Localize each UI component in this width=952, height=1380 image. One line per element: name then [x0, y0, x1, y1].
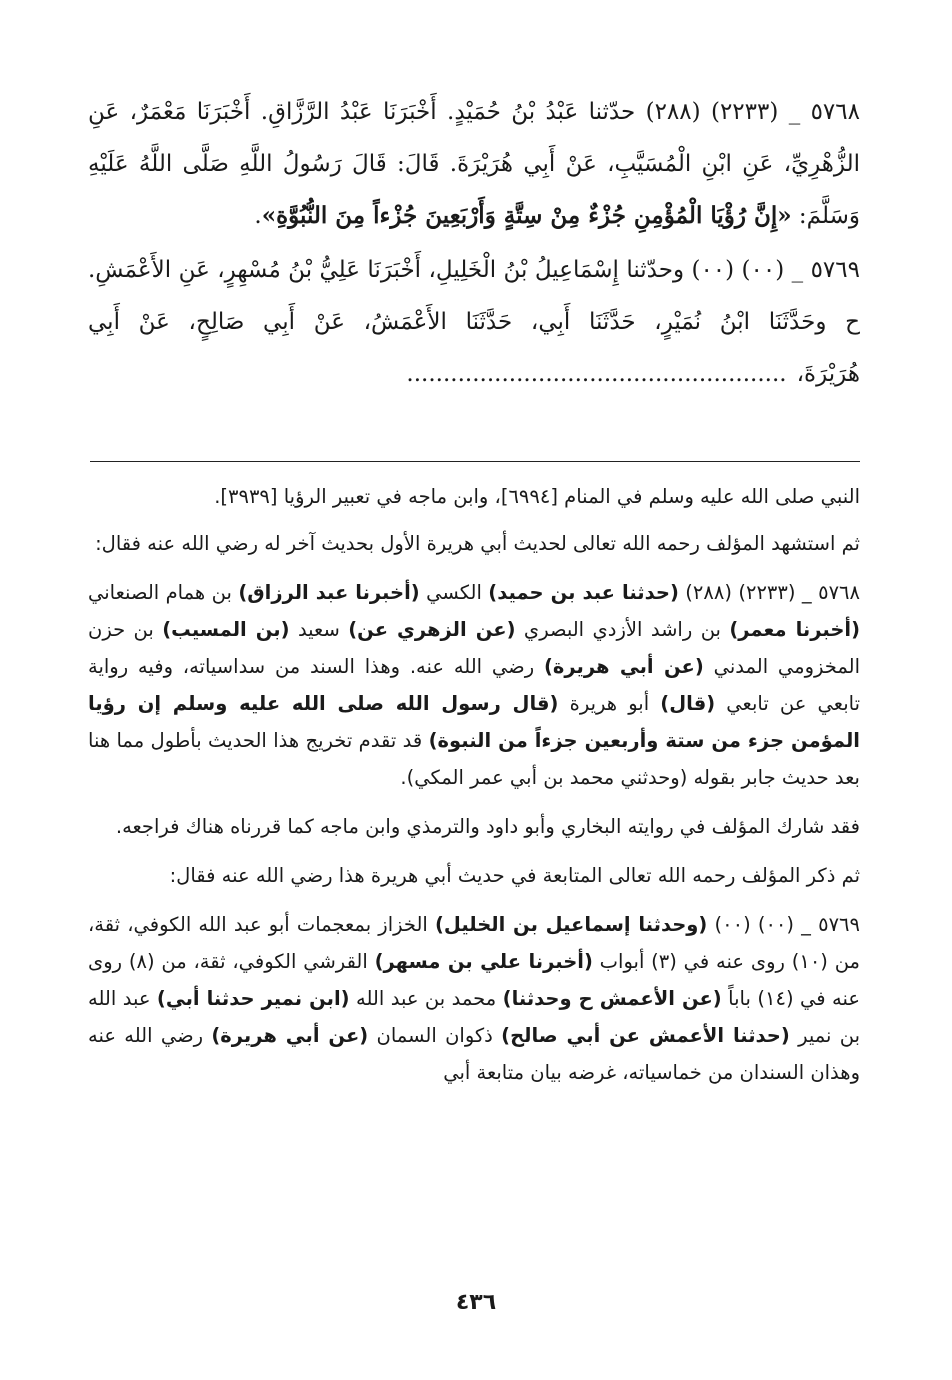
- commentary-bold: (حدثنا الأعمش عن أبي صالح): [501, 1024, 790, 1047]
- commentary-text: رضي الله عنه. وهذا السند من سداسياته، وفيه رواية تابعي عن تابعي: [88, 655, 860, 715]
- commentary-paragraph: فقد شارك المؤلف في روايته البخاري وأبو داود والترمذي وابن ماجه كما قررناه هناك فراجعه.: [115, 815, 860, 838]
- commentary-text: أبو هريرة: [558, 692, 661, 715]
- commentary-hadith-5769: [88, 906, 860, 1091]
- commentary-text: سعيد: [289, 618, 349, 641]
- commentary-bold: (أخبرنا معمر): [729, 618, 860, 641]
- commentary-bold: (بن المسيب): [162, 618, 290, 641]
- commentary-text: ٥٧٦٩ _ (٠٠) (٠٠): [707, 913, 860, 936]
- hadith-5768-end: .: [254, 203, 262, 229]
- commentary-bold: (أخبرنا علي بن مسهر): [374, 950, 593, 973]
- commentary-bold: (وحدثنا إسماعيل بن الخليل): [435, 913, 708, 936]
- commentary-bold: (عن الزهري عن): [348, 618, 516, 641]
- commentary-paragraph: ثم استشهد المؤلف رحمه الله تعالى لحديث أبي هريرة الأول بحديث آخر له رضي الله عنه فقال:: [95, 532, 860, 555]
- hadith-5768: [88, 86, 860, 242]
- commentary-paragraph: ثم ذكر المؤلف رحمه الله تعالى المتابعة في حديث أبي هريرة هذا رضي الله عنه فقال:: [169, 864, 860, 887]
- hadith-5768-matn: «إِنَّ رُؤْيَا الْمُؤْمِنِ جُزْءٌ مِنْ سِتَّةٍ وَأَرْبَعِينَ جُزْءاً مِنَ النُّبُوَّةِ»: [261, 202, 792, 229]
- commentary-bold: (حدثنا عبد بن حميد): [488, 581, 679, 604]
- commentary-bold: (أخبرنا عبد الرزاق): [238, 581, 420, 604]
- commentary-text: عبد الله بن نمير: [88, 987, 860, 1047]
- commentary-text: قد تقدم تخريج هذا الحديث بأطول مما هنا بعد حديث جابر بقوله (وحدثني محمد بن أبي عمر المكي).: [88, 729, 860, 789]
- hadith-5769-text: ٥٧٦٩ _ (٠٠) (٠٠) وحدّثنا إِسْمَاعِيلُ بْنُ الْخَلِيلِ، أَخْبَرَنَا عَلِيُّ بْنُ مُسْهِرٍ، عَنِ الأَعْمَشِ. ح وحَدَّثَنَا ابْنُ نُمَيْرٍ، حَدَّثَنَا أَبِي، حَدَّثَنَا الأَعْمَشُ، عَنْ أَبِي صَالِحٍ، عَنْ أَبِي هُرَيْرَةَ،: [88, 257, 860, 387]
- commentary-text: محمد بن عبد الله: [349, 987, 503, 1010]
- commentary-bold: (عن أبي هريرة): [211, 1024, 369, 1047]
- commentary-bold: (ابن نمير حدثنا أبي): [156, 987, 350, 1010]
- commentary-text: بن همام الصنعاني: [88, 581, 239, 604]
- hadith-5769: [88, 244, 860, 400]
- commentary-section: [88, 478, 860, 1103]
- commentary-bold: (قال): [660, 692, 716, 715]
- continuation-dots: ....................................................: [406, 361, 787, 387]
- commentary-hadith-5768: [88, 574, 860, 796]
- main-hadith-text: [88, 86, 860, 402]
- footnote-divider: [90, 461, 860, 462]
- commentary-bold: (عن الأعمش ح وحدثنا): [502, 987, 722, 1010]
- commentary-text: الخزاز بمعجمات أبو عبد الله الكوفي، ثقة، من (١٠) روى عنه في (٣) أبواب: [88, 913, 860, 973]
- commentary-text: رضي الله عنه وهذان السندان من خماسياته، غرضه بيان متابعة أبي: [88, 1024, 860, 1084]
- commentary-text: القرشي الكوفي، ثقة، من (٨) روى عنه في (١٤) باباً: [88, 950, 860, 1010]
- page-number: ٤٣٦: [455, 1290, 497, 1315]
- commentary-bold: (قال رسول الله صلى الله عليه وسلم إن رؤيا المؤمن جزء من ستة وأربعين جزءاً من النبوة): [88, 692, 860, 752]
- commentary-paragraph: النبي صلى الله عليه وسلم في المنام [٦٩٩٤]، وابن ماجه في تعبير الرؤيا [٣٩٣٩].: [214, 485, 860, 508]
- commentary-text: ٥٧٦٨ _ (٢٢٣٣) (٢٨٨): [678, 581, 860, 604]
- hadith-block: [88, 86, 860, 400]
- commentary-text: بن حزن المخزومي المدني: [88, 618, 861, 678]
- commentary-text: الكسي: [419, 581, 489, 604]
- commentary-bold: (عن أبي هريرة): [543, 655, 704, 678]
- hadith-5768-text: ٥٧٦٨ _ (٢٢٣٣) (٢٨٨) حدّثنا عَبْدُ بْنُ حُمَيْدٍ. أَخْبَرَنَا عَبْدُ الرَّزَّاقِ. أَخْبَرَنَا مَعْمَرٌ، عَنِ الزُّهْرِيِّ، عَنِ ابْنِ الْمُسَيَّبِ، عَنْ أَبِي هُرَيْرَةَ. قَالَ: قَالَ رَسُولُ اللَّهِ صَلَّى اللَّهُ عَلَيْهِ وَسَلَّمَ:: [88, 99, 860, 229]
- commentary-text: بن راشد الأزدي البصري: [515, 618, 730, 641]
- commentary-text: ذكوان السمان: [368, 1024, 502, 1047]
